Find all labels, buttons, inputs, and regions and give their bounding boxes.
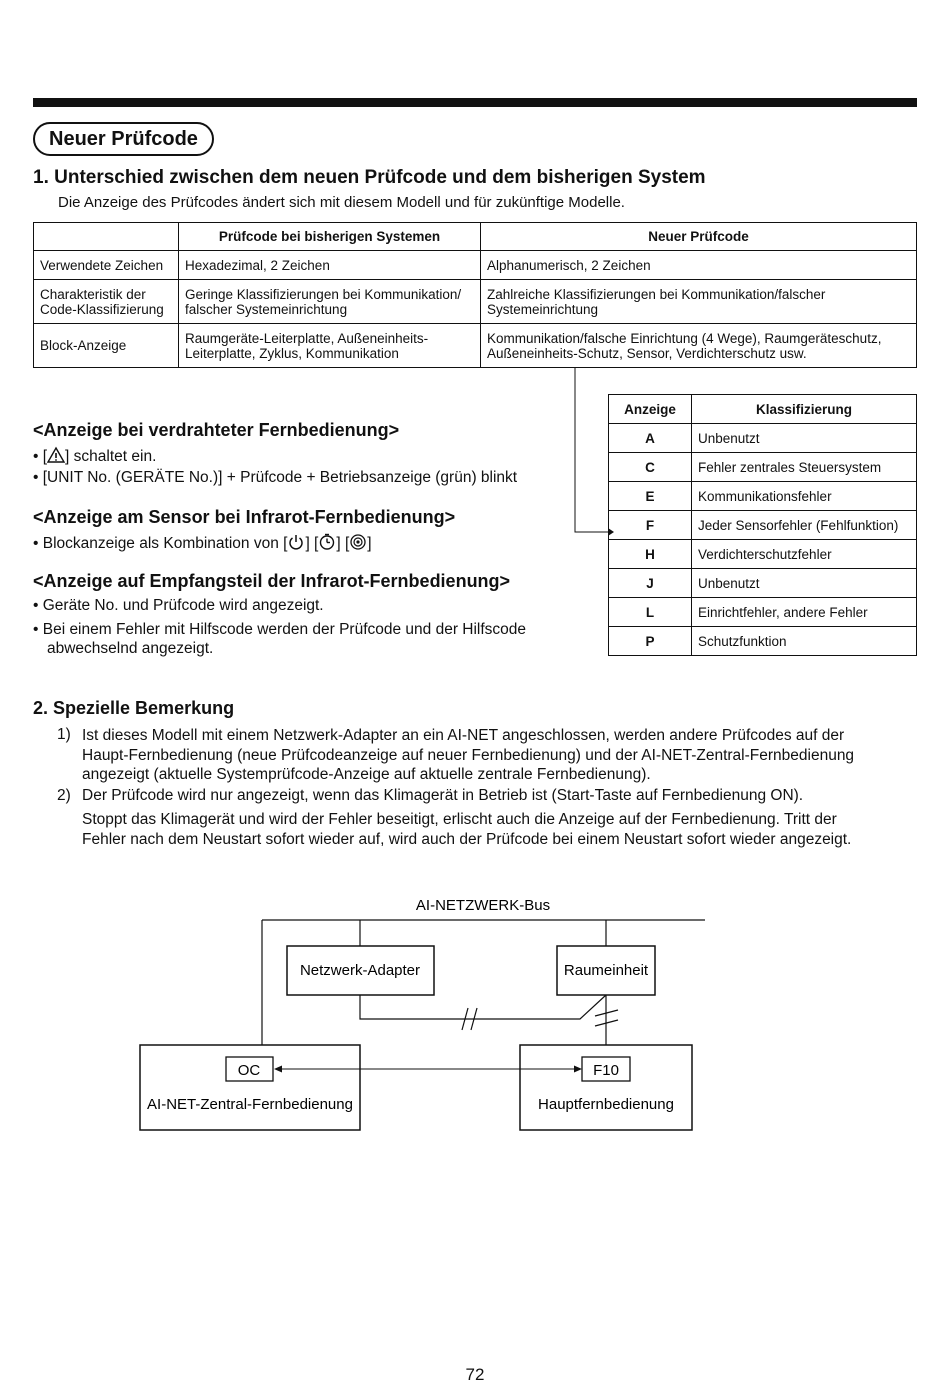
- desc-cell: Einrichtfehler, andere Fehler: [692, 598, 917, 627]
- table-row: [34, 251, 917, 280]
- comparison-header-blank: [34, 223, 179, 251]
- desc-cell: Jeder Sensorfehler (Fehlfunktion): [692, 511, 917, 540]
- note-number-1: 1): [57, 726, 71, 743]
- classification-table: [608, 394, 917, 656]
- sensor-heading: <Anzeige am Sensor bei Infrarot-Fernbedienung>: [33, 507, 456, 527]
- receiver-bullet-2-line-2: abwechselnd angezeigt.: [47, 640, 214, 657]
- network-diagram: [0, 880, 950, 1150]
- central-label: AI-NET-Zentral-Fernbedienung: [147, 1096, 353, 1113]
- code-cell: C: [609, 453, 692, 482]
- table-row: [609, 540, 917, 569]
- note-1: Ist dieses Modell mit einem Netzwerk-Adapter an ein AI-NET angeschlossen, werden andere Prüfcodes auf der Haupt-Fernbedienung (neue Prüfcodeanzeige auf neuer Fernbedienung) und der AI-NET-Zentral-Fernbedienung angezeigt (aktuelle Systemprüfcode-Anzeige auf aktuelle zentrale Fernbedienung).: [82, 727, 855, 783]
- row-new: Zahlreiche Klassifizierungen bei Kommunikation/falscher Systemeinrichtung: [481, 280, 917, 324]
- table-row: [609, 598, 917, 627]
- desc-cell: Verdichterschutzfehler: [692, 540, 917, 569]
- code-cell: L: [609, 598, 692, 627]
- desc-cell: Fehler zentrales Steuersystem: [692, 453, 917, 482]
- main-code: F10: [593, 1062, 619, 1079]
- row-old: Raumgeräte-Leiterplatte, Außeneinheits- Leiterplatte, Zyklus, Kommunikation: [179, 324, 481, 368]
- desc-cell: Unbenutzt: [692, 569, 917, 598]
- receiver-heading: <Anzeige auf Empfangsteil der Infrarot-Fernbedienung>: [33, 571, 511, 591]
- table-row: [609, 569, 917, 598]
- indoor-label: Raumeinheit: [563, 962, 649, 979]
- warning-icon: [47, 446, 65, 464]
- code-cell: H: [609, 540, 692, 569]
- receiver-bullet-2-line-1: • Bei einem Fehler mit Hilfscode werden der Prüfcode und der Hilfscode: [33, 621, 527, 638]
- table-row: [609, 424, 917, 453]
- desc-cell: Kommunikationsfehler: [692, 482, 917, 511]
- comparison-table: [33, 222, 917, 368]
- table-row: [609, 627, 917, 656]
- section2-heading: 2. Spezielle Bemerkung: [33, 698, 235, 718]
- table-row: [34, 324, 917, 368]
- table-row: [34, 280, 917, 324]
- comparison-header-new: Neuer Prüfcode: [481, 223, 917, 251]
- table-row: [609, 482, 917, 511]
- row-label: Charakteristik der Code-Klassifizierung: [34, 280, 179, 324]
- operation-lamp-icon: [349, 533, 367, 551]
- row-label: Verwendete Zeichen: [34, 251, 179, 280]
- note-2-continued: Stoppt das Klimagerät und wird der Fehler beseitigt, erlischt auch die Anzeige auf der Fernbedienung. Tritt der Fehler nach dem Neustart sofort wieder auf, wird auch der Prüfcode bei einem Neustart sofort wieder angezeigt.: [82, 811, 852, 848]
- section-badge: Neuer Prüfcode: [33, 122, 214, 156]
- central-code: OC: [237, 1062, 261, 1079]
- row-old: Hexadezimal, 2 Zeichen: [179, 251, 481, 280]
- row-old: Geringe Klassifizierungen bei Kommunikation/ falscher Systemeinrichtung: [179, 280, 481, 324]
- adapter-indoor-link: [360, 995, 606, 1019]
- code-cell: A: [609, 424, 692, 453]
- row-label: Block-Anzeige: [34, 324, 179, 368]
- code-cell: P: [609, 627, 692, 656]
- table-row: [609, 511, 917, 540]
- classification-header-row: [609, 395, 917, 424]
- note-2: Der Prüfcode wird nur angezeigt, wenn das Klimagerät in Betrieb ist (Start-Taste auf Fernbedienung ON).: [82, 787, 804, 804]
- bus-label: AI-NETZWERK-Bus: [415, 897, 551, 914]
- top-rule: [33, 98, 917, 107]
- wired-bullet-1: • [ ] schaltet ein.: [33, 448, 157, 465]
- wired-heading: <Anzeige bei verdrahteter Fernbedienung>: [33, 420, 400, 440]
- section1-heading: 1. Unterschied zwischen dem neuen Prüfcode und dem bisherigen System: [33, 167, 706, 188]
- page-number: 72: [465, 1365, 485, 1381]
- adapter-label: Netzwerk-Adapter: [299, 962, 421, 979]
- desc-cell: Unbenutzt: [692, 424, 917, 453]
- section1-intro: Die Anzeige des Prüfcodes ändert sich mit diesem Modell und für zukünftige Modelle.: [58, 194, 625, 211]
- sensor-bullet-1: • Blockanzeige als Kombination von [ ] [ ] [ ]: [33, 535, 372, 552]
- desc-cell: Schutzfunktion: [692, 627, 917, 656]
- row-new: Kommunikation/falsche Einrichtung (4 Wege), Raumgeräteschutz, Außeneinheits-Schutz, Sensor, Verdichterschutz usw.: [481, 324, 917, 368]
- row-new: Alphanumerisch, 2 Zeichen: [481, 251, 917, 280]
- table-row: [609, 453, 917, 482]
- classification-header-code: Anzeige: [609, 395, 692, 424]
- main-label: Hauptfernbedienung: [538, 1096, 674, 1113]
- classification-header-desc: Klassifizierung: [692, 395, 917, 424]
- note-number-2: 2): [57, 787, 71, 804]
- wired-bullet-2: • [UNIT No. (GERÄTE No.)] + Prüfcode + Betriebsanzeige (grün) blinkt: [33, 469, 518, 486]
- code-cell: E: [609, 482, 692, 511]
- receiver-bullet-1: • Geräte No. und Prüfcode wird angezeigt.: [33, 597, 324, 614]
- timer-icon: [318, 533, 336, 551]
- code-cell: F: [609, 511, 692, 540]
- comparison-header-old: Prüfcode bei bisherigen Systemen: [179, 223, 481, 251]
- code-cell: J: [609, 569, 692, 598]
- power-icon: [287, 533, 305, 551]
- comparison-header-row: [34, 223, 917, 251]
